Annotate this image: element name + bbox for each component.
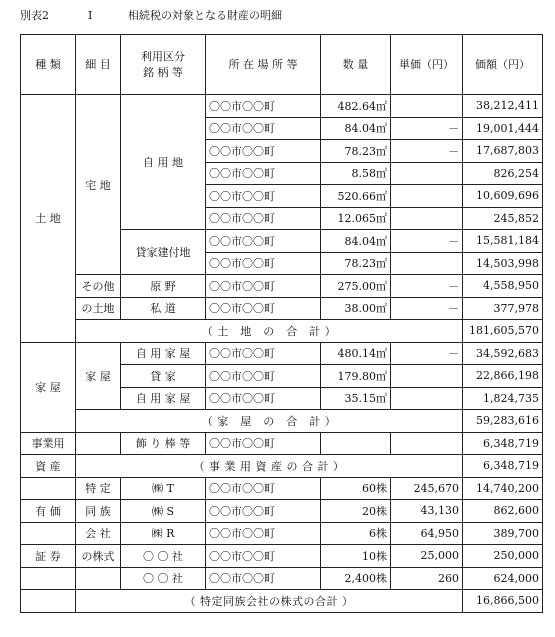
table-row <box>21 432 543 455</box>
quantity-cell: 179.80㎡ <box>321 365 391 388</box>
unit-price-dash: － <box>391 230 463 253</box>
group-biz-line1: 事業用 <box>21 432 76 455</box>
quantity-cell: 520.66㎡ <box>321 185 391 208</box>
quantity-cell: 78.23㎡ <box>321 252 391 275</box>
location-cell: 〇〇市〇〇町 <box>206 522 321 545</box>
unit-price-cell: 245,670 <box>391 477 463 500</box>
usage-co-o1: 〇 〇 社 <box>121 545 206 568</box>
quantity-cell: 2,400株 <box>321 567 391 590</box>
location-cell: 〇〇市〇〇町 <box>206 432 321 455</box>
subgroup-other-land-line2: の土地 <box>76 297 121 320</box>
stock-total-label: （ 特定同族会社の株式の合計 ） <box>76 590 463 613</box>
quantity-cell: 482.64㎡ <box>321 95 391 118</box>
quantity-cell: 78.23㎡ <box>321 140 391 163</box>
quantity-cell: 38.00㎡ <box>321 297 391 320</box>
unit-price-cell <box>391 185 463 208</box>
usage-jiyou-kaoku: 自 用 家 屋 <box>121 387 206 410</box>
subtotal-row <box>21 410 543 433</box>
location-cell: 〇〇市〇〇町 <box>206 477 321 500</box>
biz-total-label: （ 事 業 用 資 産 の 合 計 ） <box>76 455 463 478</box>
quantity-cell: 8.58㎡ <box>321 162 391 185</box>
unit-price-cell <box>391 252 463 275</box>
quantity-cell: 10株 <box>321 545 391 568</box>
empty-cell <box>76 432 121 455</box>
quantity-cell: 35.15㎡ <box>321 387 391 410</box>
value-cell: 624,000 <box>463 567 543 590</box>
usage-co-t: ㈱ T <box>121 477 206 500</box>
subgroup-kaoku: 家 屋 <box>76 342 121 410</box>
location-cell: 〇〇市〇〇町 <box>206 275 321 298</box>
location-cell: 〇〇市〇〇町 <box>206 230 321 253</box>
value-cell: 6,348,719 <box>463 432 543 455</box>
table-row <box>21 567 543 590</box>
quantity-cell <box>321 432 391 455</box>
usage-jiyouchi: 自 用 地 <box>121 95 206 230</box>
usage-co-r: ㈱ R <box>121 522 206 545</box>
value-cell: 19,001,444 <box>463 117 543 140</box>
quantity-cell: 275.00㎡ <box>321 275 391 298</box>
location-cell: 〇〇市〇〇町 <box>206 500 321 523</box>
unit-price-dash: － <box>391 342 463 365</box>
group-stock-spacer <box>21 477 76 500</box>
value-cell: 4,558,950 <box>463 275 543 298</box>
location-cell: 〇〇市〇〇町 <box>206 140 321 163</box>
value-cell: 22,866,198 <box>463 365 543 388</box>
unit-price-cell <box>391 207 463 230</box>
unit-price-cell: 64,950 <box>391 522 463 545</box>
value-cell: 862,600 <box>463 500 543 523</box>
subgroup-takuchi: 宅 地 <box>76 95 121 275</box>
document-title: 相続税の対象となる財産の明細 <box>128 9 282 22</box>
location-cell: 〇〇市〇〇町 <box>206 297 321 320</box>
usage-kazari: 飾 り 棒 等 <box>121 432 206 455</box>
location-cell: 〇〇市〇〇町 <box>206 162 321 185</box>
subtotal-row <box>21 590 543 613</box>
usage-co-o2: 〇 〇 社 <box>121 567 206 590</box>
table-row <box>21 545 543 568</box>
col-unit-price: 単価（円） <box>391 35 463 95</box>
subgroup-stock-line3: 会 社 <box>76 522 121 545</box>
value-cell: 389,700 <box>463 522 543 545</box>
quantity-cell: 6株 <box>321 522 391 545</box>
location-cell: 〇〇市〇〇町 <box>206 567 321 590</box>
location-cell: 〇〇市〇〇町 <box>206 185 321 208</box>
location-cell: 〇〇市〇〇町 <box>206 117 321 140</box>
location-cell: 〇〇市〇〇町 <box>206 252 321 275</box>
value-cell: 38,212,411 <box>463 95 543 118</box>
stock-total-value: 16,866,500 <box>463 590 543 613</box>
group-stock-spacer <box>21 590 76 613</box>
location-cell: 〇〇市〇〇町 <box>206 342 321 365</box>
subgroup-stock-line4: の株式 <box>76 545 121 568</box>
location-cell: 〇〇市〇〇町 <box>206 95 321 118</box>
unit-price-cell: 260 <box>391 567 463 590</box>
group-biz-line2: 資 産 <box>21 455 76 478</box>
house-total-value: 59,283,616 <box>463 410 543 433</box>
usage-kashiya: 貸家建付地 <box>121 230 206 275</box>
unit-price-cell <box>391 387 463 410</box>
col-quantity: 数 量 <box>321 35 391 95</box>
col-usage-line1: 利用区分 <box>141 49 185 63</box>
usage-shidou: 私 道 <box>121 297 206 320</box>
quantity-cell: 84.04㎡ <box>321 117 391 140</box>
subgroup-stock-spacer <box>76 567 121 590</box>
usage-jiyou-kaoku: 自 用 家 屋 <box>121 342 206 365</box>
location-cell: 〇〇市〇〇町 <box>206 365 321 388</box>
table-number: 別表2 <box>20 9 49 22</box>
unit-price-cell <box>391 365 463 388</box>
quantity-cell: 60株 <box>321 477 391 500</box>
value-cell: 826,254 <box>463 162 543 185</box>
value-cell: 17,687,803 <box>463 140 543 163</box>
value-cell: 245,852 <box>463 207 543 230</box>
value-cell: 34,592,683 <box>463 342 543 365</box>
table-row <box>21 477 543 500</box>
header-row <box>21 35 543 95</box>
unit-price-cell: 25,000 <box>391 545 463 568</box>
location-cell: 〇〇市〇〇町 <box>206 207 321 230</box>
value-cell: 14,740,200 <box>463 477 543 500</box>
value-cell: 250,000 <box>463 545 543 568</box>
table-row <box>21 297 543 320</box>
quantity-cell: 20株 <box>321 500 391 523</box>
document-header <box>20 8 540 24</box>
usage-co-s: ㈱ S <box>121 500 206 523</box>
group-stock-spacer <box>21 522 76 545</box>
group-house: 家 屋 <box>21 342 76 432</box>
unit-price-cell <box>391 95 463 118</box>
group-stock-spacer <box>21 567 76 590</box>
usage-genya: 原 野 <box>121 275 206 298</box>
group-stock-line2: 証 券 <box>21 545 76 568</box>
subtotal-row <box>21 455 543 478</box>
usage-kashiya-kaoku: 貸 家 <box>121 365 206 388</box>
house-total-label: （ 家 屋 の 合 計 ） <box>76 410 463 433</box>
col-usage <box>121 35 206 95</box>
value-cell: 10,609,696 <box>463 185 543 208</box>
subgroup-stock-line2: 同 族 <box>76 500 121 523</box>
group-land: 土 地 <box>21 95 76 343</box>
location-cell: 〇〇市〇〇町 <box>206 387 321 410</box>
table-row <box>21 522 543 545</box>
land-total-value: 181,605,570 <box>463 320 543 343</box>
quantity-cell: 480.14㎡ <box>321 342 391 365</box>
subgroup-stock-line1: 特 定 <box>76 477 121 500</box>
unit-price-cell <box>391 432 463 455</box>
value-cell: 377,978 <box>463 297 543 320</box>
quantity-cell: 12.065㎡ <box>321 207 391 230</box>
table-row <box>21 275 543 298</box>
table-row <box>21 95 543 118</box>
col-detail: 細 目 <box>76 35 121 95</box>
location-cell: 〇〇市〇〇町 <box>206 545 321 568</box>
value-cell: 15,581,184 <box>463 230 543 253</box>
col-value: 価額（円） <box>463 35 543 95</box>
col-usage-line2: 銘 柄 等 <box>143 65 183 79</box>
subtotal-row <box>21 320 543 343</box>
biz-total-value: 6,348,719 <box>463 455 543 478</box>
table-row <box>21 500 543 523</box>
land-total-label: （ 土 地 の 合 計 ） <box>76 320 463 343</box>
unit-price-dash: － <box>391 117 463 140</box>
subgroup-other-land-line1: その他 <box>76 275 121 298</box>
col-kind: 種 類 <box>21 35 76 95</box>
value-cell: 1,824,735 <box>463 387 543 410</box>
unit-price-cell: 43,130 <box>391 500 463 523</box>
unit-price-dash: － <box>391 275 463 298</box>
unit-price-dash: － <box>391 297 463 320</box>
col-location: 所 在 場 所 等 <box>206 35 321 95</box>
unit-price-dash: － <box>391 140 463 163</box>
asset-table <box>20 34 543 613</box>
unit-price-cell <box>391 162 463 185</box>
value-cell: 14,503,998 <box>463 252 543 275</box>
table-row <box>21 342 543 365</box>
group-stock-line1: 有 価 <box>21 500 76 523</box>
part-number: Ⅰ <box>88 9 93 22</box>
quantity-cell: 84.04㎡ <box>321 230 391 253</box>
